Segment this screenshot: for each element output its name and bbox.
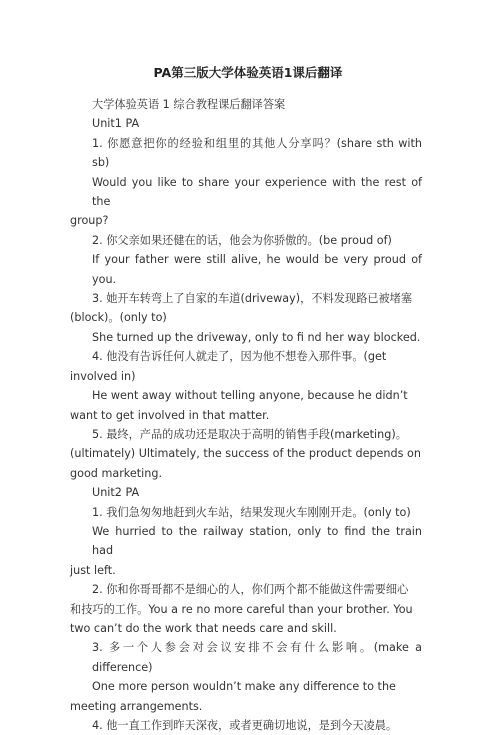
exercise-prompt: 3. 多一个人参会对会议安排不会有什么影响。(make a difference) bbox=[92, 641, 422, 674]
document-body bbox=[70, 95, 422, 735]
exercise-prompt: 4. 他一直工作到昨天深夜，或者更确切地说，是到今天凌晨。 bbox=[92, 719, 398, 732]
exercise-prompt-cont: (block)。(only to) bbox=[70, 311, 167, 325]
unit-heading: Unit1 PA bbox=[92, 117, 140, 131]
exercise-answer: If your father were still alive, he would be very proud of you. bbox=[92, 253, 422, 286]
exercise-answer: Would you like to share your experience with the rest of the bbox=[92, 175, 422, 209]
exercise-answer: He went away without telling anyone, because he didn’t bbox=[92, 389, 408, 403]
exercise-answer-cont: just left. bbox=[70, 563, 116, 577]
exercise-answer: One more person wouldn’t make any difference to the bbox=[92, 680, 396, 694]
exercise-prompt: 3. 她开车转弯上了自家的车道(driveway)，不料发现路已被堵塞 bbox=[92, 292, 413, 306]
exercise-answer-cont: group? bbox=[70, 214, 109, 228]
exercise-answer-cont: meeting arrangements. bbox=[70, 699, 203, 713]
document-title: PA第三版大学体验英语1课后翻译 bbox=[153, 65, 343, 80]
exercise-answer-cont: good marketing. bbox=[70, 466, 163, 480]
exercise-prompt: 2. 你和你哥哥都不是细心的人，你们两个都不能做这件需要细心 bbox=[92, 583, 409, 597]
exercise-prompt: 5. 最终，产品的成功还是取决于高明的销售手段(marketing)。 bbox=[92, 427, 407, 441]
exercise-answer-cont: want to get involved in that matter. bbox=[70, 408, 270, 422]
exercise-prompt-cont: involved in) bbox=[70, 369, 136, 383]
text-line-subtitle: 大学体验英语 1 综合教程课后翻译答案 bbox=[92, 98, 286, 111]
exercise-prompt: 2. 你父亲如果还健在的话，他会为你骄傲的。(be proud of) bbox=[92, 233, 392, 247]
exercise-prompt: 1. 你愿意把你的经验和组里的其他人分享吗？(share sth with sb) bbox=[92, 136, 422, 170]
exercise-answer: (ultimately) Ultimately, the success of the product depends on bbox=[70, 447, 421, 461]
exercise-prompt-cont: 和技巧的工作。You a re no more careful than your brother. You bbox=[70, 602, 413, 616]
exercise-answer: We hurried to the railway station, only to find the train had bbox=[92, 524, 422, 558]
unit-heading: Unit2 PA bbox=[92, 486, 140, 500]
exercise-prompt: 4. 他没有告诉任何人就走了，因为他不想卷入那件事。(get bbox=[92, 350, 387, 364]
exercise-prompt: 1. 我们急匆匆地赶到火车站，结果发现火车刚刚开走。(only to) bbox=[92, 505, 411, 519]
exercise-answer: She turned up the driveway, only to fi nd her way blocked. bbox=[92, 330, 421, 344]
exercise-answer-cont: two can’t do the work that needs care and skill. bbox=[70, 621, 337, 635]
